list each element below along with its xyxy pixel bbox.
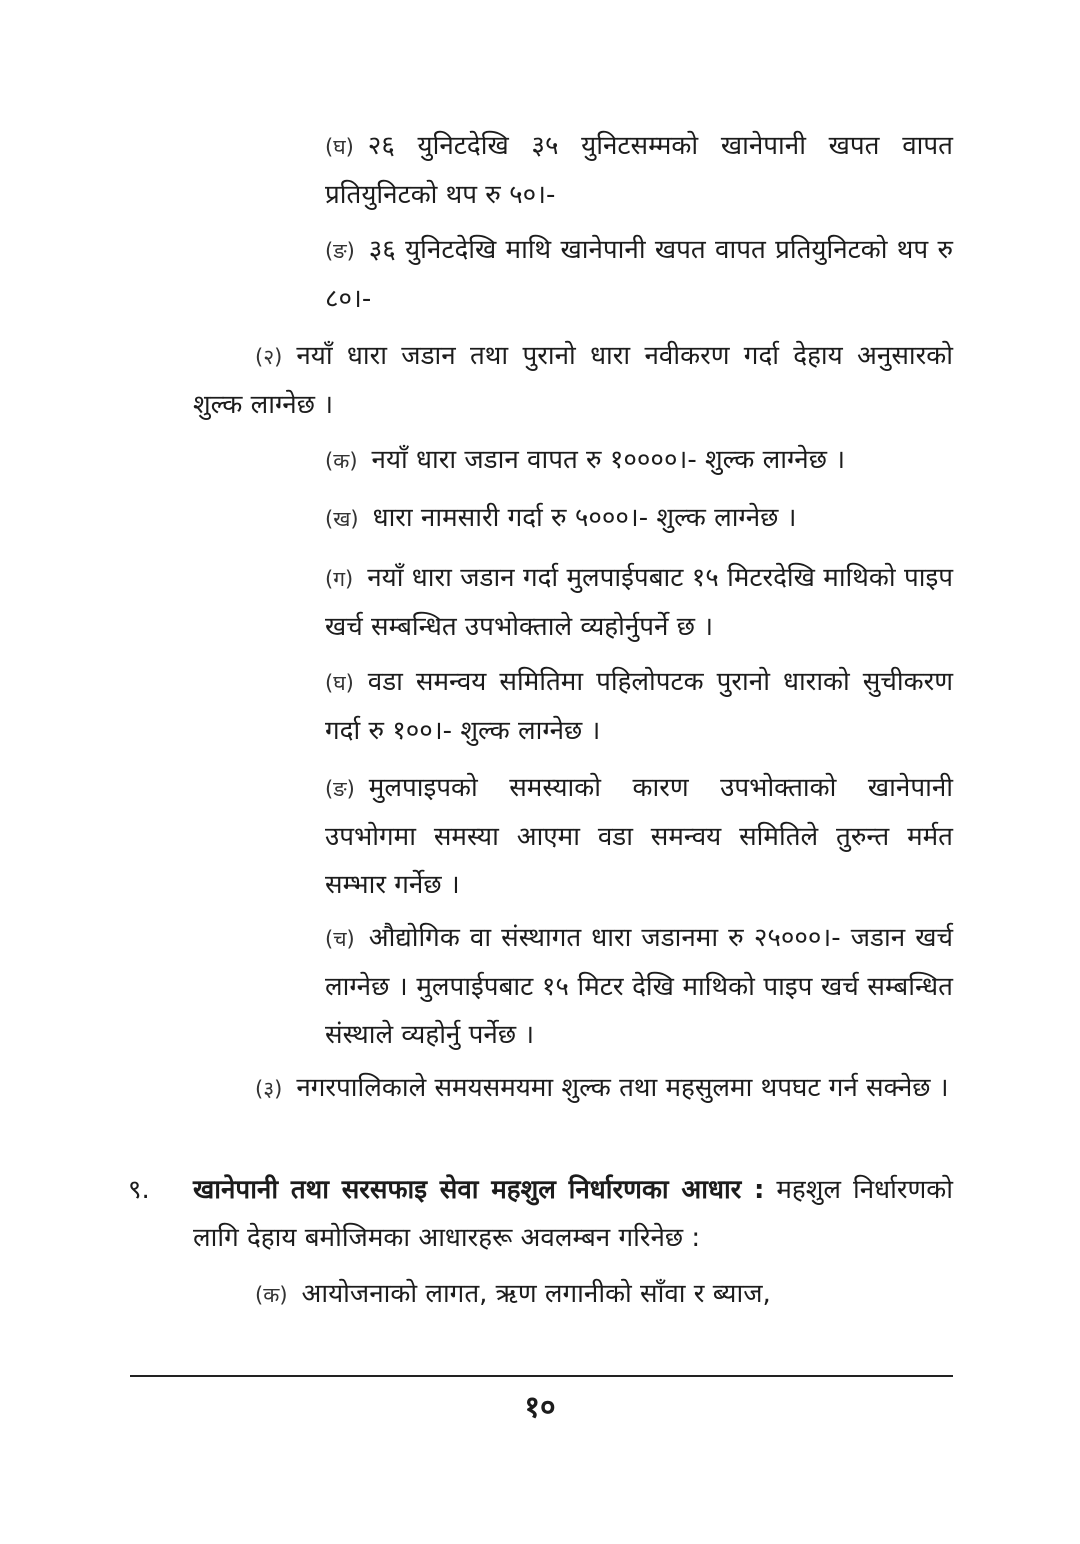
item-label: (ङ) [325,239,355,263]
clause-3 [193,1064,953,1113]
item-label: (ख) [325,507,359,531]
item-label: (च) [325,927,355,951]
item-text: औद्योगिक वा संस्थागत धारा जडानमा रु २५०००।- जडान खर्च लाग्नेछ । मुलपाईपबाट १५ मिटर देखि माथिको पाइप खर्च सम्बन्धित संस्थाले व्यहोर्नु पर्नेछ । [325,923,953,1050]
clause-label: (२) [255,345,283,369]
section-text: महशुल निर्धारणको लागि देहाय बमोजिमका आधारहरू अवलम्बन गरिनेछ : [193,1175,953,1253]
item-text: मुलपाइपको समस्याको कारण उपभोक्ताको खानेपानी उपभोगमा समस्या आएमा वडा समन्वय समितिले तुरुन्त मर्मत सम्भार गर्नेछ । [325,773,953,900]
item-gha-1 [325,122,953,219]
item-cha [325,914,953,1059]
item-label: (ङ) [325,777,355,801]
item-nga-1 [325,226,953,323]
item-text: आयोजनाको लागत, ऋण लगानीको साँवा र ब्याज, [301,1279,771,1309]
item-label: (घ) [325,671,354,695]
item-label: (क) [325,449,358,473]
clause-label: (३) [255,1077,283,1101]
clause-text: नगरपालिकाले समयसमयमा शुल्क तथा महसुलमा थपघट गर्न सक्नेछ । [296,1073,949,1103]
item-text: ३६ युनिटदेखि माथि खानेपानी खपत वापत प्रतियुनिटको थप रु ८०।- [325,235,953,314]
clause-text: नयाँ धारा जडान तथा पुरानो धारा नवीकरण गर्दा देहाय अनुसारको शुल्क लाग्नेछ । [193,341,953,420]
item-text: धारा नामसारी गर्दा रु ५०००।- शुल्क लाग्नेछ । [372,503,797,533]
item-gha-2 [325,658,953,755]
section-heading: खानेपानी तथा सरसफाइ सेवा महशुल निर्धारणका आधार : [193,1175,765,1205]
section-item-ka [193,1270,953,1319]
item-text: नयाँ धारा जडान वापत रु १००००।- शुल्क लाग्नेछ । [371,445,846,475]
item-ga [325,554,953,651]
item-text: वडा समन्वय समितिमा पहिलोपटक पुरानो धाराको सुचीकरण गर्दा रु १००।- शुल्क लाग्नेछ । [325,667,953,746]
item-label: (ग) [325,567,354,591]
item-text: नयाँ धारा जडान गर्दा मुलपाईपबाट १५ मिटरदेखि माथिको पाइप खर्च सम्बन्धित उपभोक्ताले व्यहोर्नुपर्ने छ । [325,563,953,642]
footer-divider [130,1375,953,1377]
item-nga-2 [325,764,953,909]
clause-2 [193,332,953,429]
item-kha [325,494,953,543]
item-ka [325,436,953,485]
section-9 [193,1166,953,1262]
page-number: १० [524,1390,556,1425]
item-label: (क) [255,1283,288,1307]
item-text: २६ युनिटदेखि ३५ युनिटसम्मको खानेपानी खपत वापत प्रतियुनिटको थप रु ५०।- [325,131,953,210]
item-label: (घ) [325,135,354,159]
section-number: ९. [128,1175,150,1205]
